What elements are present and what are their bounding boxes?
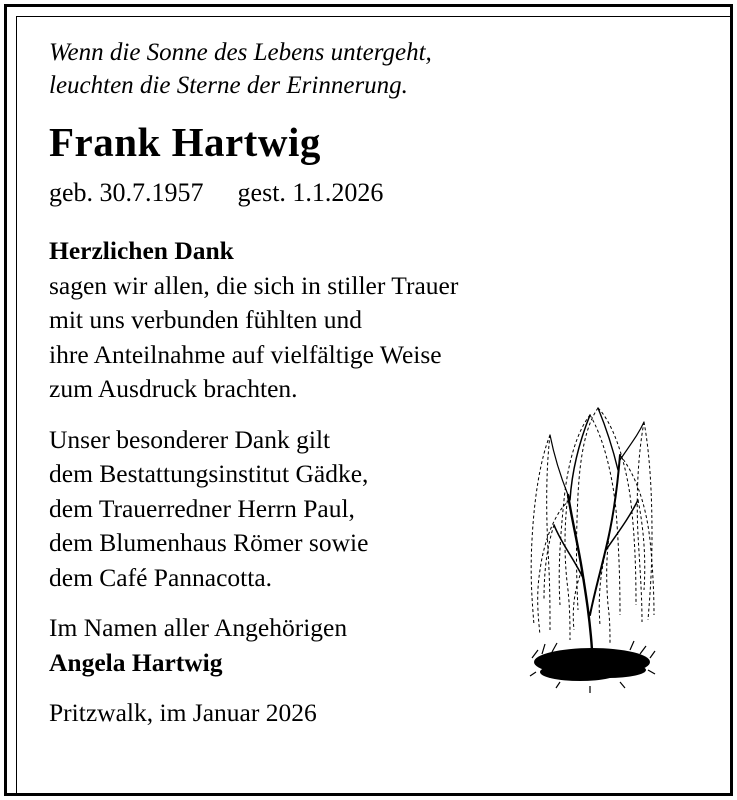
signature-intro: Im Namen aller Angehörigen bbox=[49, 613, 348, 642]
signer-name: Angela Hartwig bbox=[49, 647, 223, 677]
life-dates bbox=[49, 176, 689, 210]
motto-line-1: Wenn die Sonne des Lebens untergeht, bbox=[49, 39, 432, 66]
special-thanks-line: Unser besonderer Dank gilt bbox=[49, 424, 331, 454]
deceased-name: Frank Hartwig bbox=[49, 119, 321, 165]
thanks-paragraph bbox=[49, 234, 689, 407]
motto bbox=[49, 36, 689, 102]
thanks-line: ihre Anteilnahme auf vielfältige Weise bbox=[49, 339, 442, 369]
thanks-line: zum Ausdruck brachten. bbox=[49, 374, 298, 403]
death-date: gest. 1.1.2026 bbox=[237, 178, 384, 207]
special-thanks-line: dem Blumenhaus Römer sowie bbox=[49, 528, 369, 557]
special-thanks-line: dem Trauerredner Herrn Paul, bbox=[49, 493, 355, 523]
thanks-heading: Herzlichen Dank bbox=[49, 236, 234, 265]
birth-date: geb. 30.7.1957 bbox=[49, 178, 204, 207]
motto-line-2: leuchten die Sterne der Erinnerung. bbox=[49, 72, 408, 99]
thanks-line: mit uns verbunden fühlten und bbox=[49, 305, 363, 334]
weeping-willow-tree-icon bbox=[520, 400, 665, 710]
special-thanks-line: dem Café Pannacotta. bbox=[49, 562, 273, 592]
thanks-line: sagen wir allen, die sich in stiller Trauer bbox=[49, 270, 459, 300]
place-date: Pritzwalk, im Januar 2026 bbox=[49, 698, 317, 727]
special-thanks-line: dem Bestattungsinstitut Gädke, bbox=[49, 459, 369, 488]
